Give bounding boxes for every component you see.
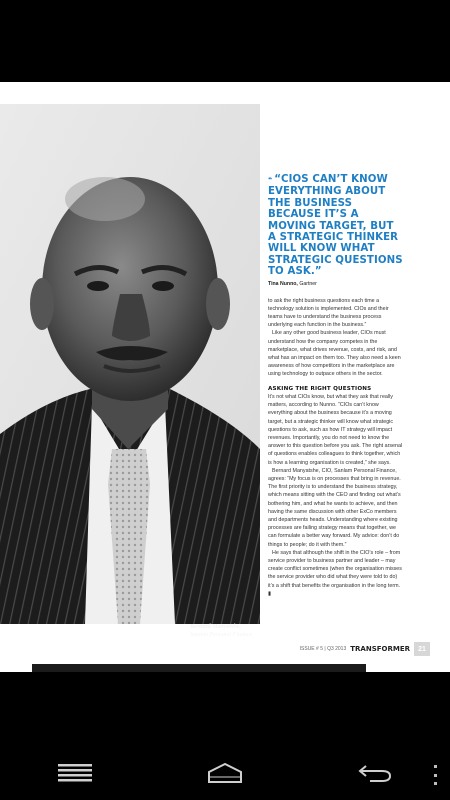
paragraph: He says that although the shift in the CIO’s role – from service provider to business partner and leader – may create conflict sometimes (when the organisation misses the service provider who did what they were told to do) it’s a shift that benefits the organisation in the long term. ▮ <box>268 549 402 597</box>
portrait-photo <box>0 104 260 638</box>
quote-attribution <box>268 281 404 287</box>
back-icon <box>358 762 392 784</box>
article-body <box>268 297 404 598</box>
issue-label: ISSUE # 5 | Q3 2013 <box>299 646 347 652</box>
home-icon <box>207 762 243 784</box>
recent-apps-button[interactable] <box>45 753 105 793</box>
android-nav-bar <box>0 745 450 800</box>
paragraph: Bernard Manyatshe, CIO, Sanlam Personal Finance, agrees: “My focus is on processes that bring in revenue. The first priority is to understand the business strategy, which means sitting with the CEO and finding out what’s bothering him, and what he wants to achieve, and then having the same discussion with other ExCo members and departments heads. Understanding where existing processes are failing strategy means that together, we can formulate a better way forward. My advice: don’t do things to people; do it with them.” <box>268 467 401 548</box>
paragraph: to ask the right business questions each time a technology solution is implemented. CIOs and their teams have to understand the business process underlying each function in the business.” <box>268 297 389 329</box>
page-number: 21 <box>414 642 430 656</box>
magazine-page[interactable] <box>0 82 450 672</box>
overflow-menu-icon[interactable] <box>432 765 438 785</box>
paragraph: Like any other good business leader, CIOs must understand how the company competes in the marketplace, what drives revenue, costs, and risk, and what has an impact on them too. They also need a keen awareness of how competitors in the marketplace are using technology to outpace others in the sector. <box>268 330 401 378</box>
caption-name: Bernard Manyatshe, <box>190 624 242 630</box>
paragraph: It’s not what CIOs know, but what they ask that really matters, according to Nunno. “CIOs can’t know everything about the business because it’s a moving target, but a strategic thinker will know what strategic questions to ask, such as how IT strategy will impact revenues. Importantly, you do not need to know the answer to this question before you ask. The right arsenal of questions enables colleagues to think together, which is how a learning organisation is created,” she says. <box>268 393 403 466</box>
attribution-org: Gartner <box>299 280 317 287</box>
pull-quote-text: “CIOS CAN’T KNOW EVERYTHING ABOUT THE BUSINESS BECAUSE IT’S A MOVING TARGET, BUT A STRATEGIC THINKER WILL KNOW WHAT STRATEGIC QUESTIONS TO ASK.” <box>268 174 403 278</box>
magazine-brand: TRANSFORMER <box>350 645 410 653</box>
next-page-edge <box>32 664 366 672</box>
section-heading: ASKING THE RIGHT QUESTIONS <box>268 385 372 392</box>
recent-apps-icon <box>58 764 92 782</box>
quote-icon: ❝ <box>268 176 273 184</box>
attribution-name: Tina Nunno, <box>268 280 298 287</box>
back-button[interactable] <box>345 753 405 793</box>
article-column <box>268 174 404 598</box>
home-button[interactable] <box>195 753 255 793</box>
photo-caption <box>190 624 260 639</box>
page-footer <box>290 642 430 656</box>
caption-title: Sanlam Personal Finance <box>190 631 253 638</box>
pull-quote <box>268 174 404 278</box>
